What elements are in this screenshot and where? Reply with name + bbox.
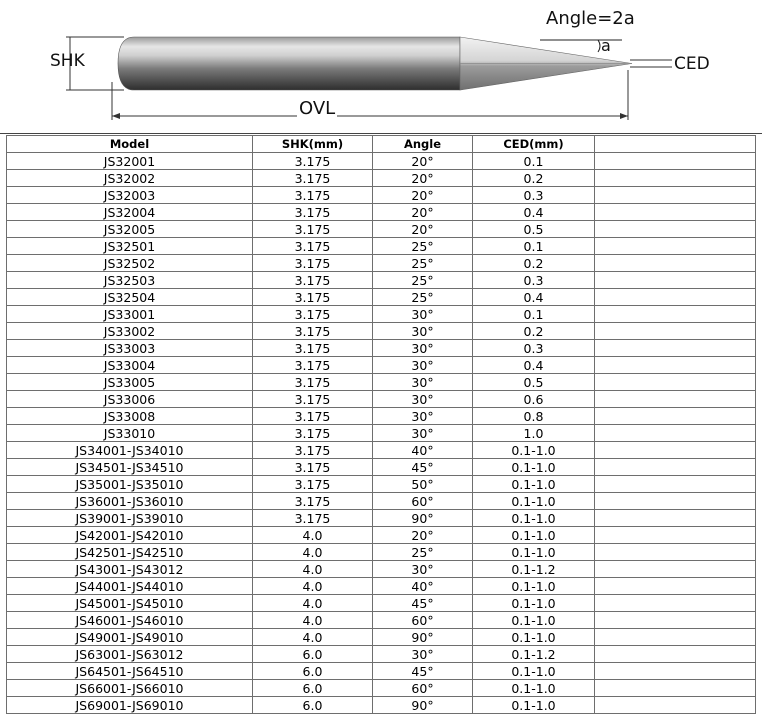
cell-ced: 0.3 [473,187,595,204]
table-row [7,476,756,493]
cell-empty [595,459,756,476]
cell-ced: 0.1 [473,238,595,255]
cell-model: JS64501-JS64510 [7,663,253,680]
angle-label: Angle=2a [546,8,635,29]
cell-ced: 0.1-1.0 [473,493,595,510]
cell-angle: 90° [373,510,473,527]
table-row [7,323,756,340]
cell-angle: 45° [373,663,473,680]
cell-empty [595,646,756,663]
cell-empty [595,289,756,306]
cell-ced: 0.4 [473,357,595,374]
cell-model: JS33010 [7,425,253,442]
cell-empty [595,408,756,425]
cell-angle: 90° [373,697,473,714]
cell-empty [595,170,756,187]
cell-ced: 0.1-1.0 [473,697,595,714]
cell-ced: 0.1-1.0 [473,663,595,680]
cell-model: JS63001-JS63012 [7,646,253,663]
cell-empty [595,204,756,221]
table-row [7,187,756,204]
cell-model: JS42001-JS42010 [7,527,253,544]
cell-shk: 4.0 [253,629,373,646]
table-row [7,629,756,646]
header-model: Model [7,136,253,153]
cell-angle: 30° [373,306,473,323]
cell-empty [595,340,756,357]
cell-model: JS32503 [7,272,253,289]
cell-model: JS43001-JS43012 [7,561,253,578]
cell-empty [595,578,756,595]
cell-model: JS33006 [7,391,253,408]
cell-angle: 40° [373,442,473,459]
cell-empty [595,697,756,714]
cell-shk: 3.175 [253,425,373,442]
cell-angle: 30° [373,340,473,357]
cell-angle: 30° [373,357,473,374]
cell-ced: 0.3 [473,272,595,289]
cell-model: JS33001 [7,306,253,323]
cell-empty [595,544,756,561]
header-shk: SHK(mm) [253,136,373,153]
cell-ced: 0.1 [473,153,595,170]
cell-model: JS69001-JS69010 [7,697,253,714]
cell-empty [595,612,756,629]
cell-shk: 6.0 [253,663,373,680]
cell-model: JS36001-JS36010 [7,493,253,510]
cell-angle: 30° [373,391,473,408]
cell-shk: 3.175 [253,306,373,323]
cell-angle: 20° [373,204,473,221]
tool-diagram [0,0,762,134]
cell-empty [595,153,756,170]
cell-ced: 0.5 [473,221,595,238]
cell-shk: 3.175 [253,476,373,493]
cell-angle: 20° [373,170,473,187]
cell-shk: 3.175 [253,187,373,204]
cell-ced: 0.1-1.0 [473,544,595,561]
cell-shk: 3.175 [253,272,373,289]
cell-shk: 3.175 [253,204,373,221]
cell-ced: 0.3 [473,340,595,357]
cell-angle: 30° [373,646,473,663]
cell-angle: 25° [373,255,473,272]
table-row [7,493,756,510]
table-row [7,510,756,527]
cell-angle: 30° [373,374,473,391]
cell-shk: 6.0 [253,646,373,663]
cell-model: JS35001-JS35010 [7,476,253,493]
cell-model: JS46001-JS46010 [7,612,253,629]
cell-ced: 0.1-1.0 [473,527,595,544]
cell-angle: 30° [373,408,473,425]
cell-ced: 0.1-1.0 [473,476,595,493]
cell-angle: 30° [373,561,473,578]
cell-empty [595,476,756,493]
cell-shk: 3.175 [253,510,373,527]
header-ced: CED(mm) [473,136,595,153]
table-row [7,340,756,357]
table-row [7,578,756,595]
table-row [7,544,756,561]
table-row [7,391,756,408]
cell-ced: 0.5 [473,374,595,391]
cell-empty [595,561,756,578]
cell-ced: 0.1-1.0 [473,595,595,612]
cell-empty [595,663,756,680]
cell-angle: 20° [373,153,473,170]
cell-model: JS32504 [7,289,253,306]
cell-ced: 0.1 [473,306,595,323]
cell-shk: 3.175 [253,170,373,187]
table-row [7,663,756,680]
cell-model: JS32002 [7,170,253,187]
cell-model: JS32005 [7,221,253,238]
cell-shk: 4.0 [253,544,373,561]
shk-label: SHK [50,51,85,71]
cell-model: JS32003 [7,187,253,204]
cell-ced: 0.6 [473,391,595,408]
cell-shk: 3.175 [253,391,373,408]
cell-model: JS66001-JS66010 [7,680,253,697]
cell-ced: 0.1-1.2 [473,646,595,663]
cell-ced: 0.2 [473,170,595,187]
cell-model: JS33008 [7,408,253,425]
table-row [7,153,756,170]
cell-empty [595,374,756,391]
cell-shk: 6.0 [253,697,373,714]
cell-model: JS32004 [7,204,253,221]
ovl-label: OVL [299,98,336,119]
cell-model: JS49001-JS49010 [7,629,253,646]
cell-model: JS45001-JS45010 [7,595,253,612]
cell-ced: 0.4 [473,204,595,221]
spec-table [6,135,756,714]
cell-ced: 1.0 [473,425,595,442]
cell-ced: 0.2 [473,323,595,340]
table-row [7,527,756,544]
cell-angle: 20° [373,527,473,544]
cell-ced: 0.1-1.0 [473,578,595,595]
table-row [7,680,756,697]
cell-shk: 3.175 [253,459,373,476]
half-angle-label: a [601,36,611,55]
cell-empty [595,221,756,238]
cell-angle: 60° [373,493,473,510]
table-row [7,595,756,612]
cell-shk: 3.175 [253,442,373,459]
cell-angle: 25° [373,238,473,255]
table-row [7,238,756,255]
cell-model: JS32001 [7,153,253,170]
cell-angle: 30° [373,323,473,340]
cell-ced: 0.1-1.2 [473,561,595,578]
cell-angle: 25° [373,272,473,289]
cell-empty [595,323,756,340]
table-row [7,289,756,306]
cell-shk: 3.175 [253,340,373,357]
cell-ced: 0.8 [473,408,595,425]
table-row [7,255,756,272]
cell-model: JS33003 [7,340,253,357]
cell-model: JS33005 [7,374,253,391]
table-row [7,442,756,459]
header-empty [595,136,756,153]
cell-empty [595,595,756,612]
ced-label: CED [674,54,710,74]
cell-empty [595,629,756,646]
cell-ced: 0.1-1.0 [473,612,595,629]
cell-model: JS32501 [7,238,253,255]
cell-angle: 60° [373,680,473,697]
table-row [7,697,756,714]
cell-shk: 4.0 [253,595,373,612]
cell-model: JS34501-JS34510 [7,459,253,476]
table-row [7,425,756,442]
table-row [7,408,756,425]
cell-model: JS42501-JS42510 [7,544,253,561]
cell-ced: 0.1-1.0 [473,680,595,697]
cell-ced: 0.1-1.0 [473,510,595,527]
cell-angle: 45° [373,595,473,612]
table-row [7,357,756,374]
cell-shk: 4.0 [253,578,373,595]
cell-model: JS39001-JS39010 [7,510,253,527]
cell-angle: 20° [373,187,473,204]
cell-empty [595,493,756,510]
cell-empty [595,357,756,374]
cell-ced: 0.2 [473,255,595,272]
table-row [7,561,756,578]
cell-shk: 3.175 [253,238,373,255]
cell-ced: 0.4 [473,289,595,306]
cell-shk: 3.175 [253,357,373,374]
table-row [7,306,756,323]
shank-body [118,37,460,90]
cell-angle: 50° [373,476,473,493]
cell-empty [595,306,756,323]
cell-shk: 3.175 [253,493,373,510]
table-row [7,221,756,238]
cell-angle: 25° [373,289,473,306]
cell-shk: 4.0 [253,612,373,629]
cell-angle: 20° [373,221,473,238]
table-row [7,374,756,391]
cell-model: JS34001-JS34010 [7,442,253,459]
table-header-row [7,136,756,153]
cell-ced: 0.1-1.0 [473,459,595,476]
header-angle: Angle [373,136,473,153]
table-row [7,612,756,629]
cell-shk: 4.0 [253,527,373,544]
table-body [7,153,756,714]
table-row [7,646,756,663]
cell-empty [595,425,756,442]
table-row [7,204,756,221]
cell-empty [595,187,756,204]
cell-shk: 3.175 [253,323,373,340]
cell-angle: 25° [373,544,473,561]
cell-empty [595,442,756,459]
cell-empty [595,680,756,697]
cell-shk: 3.175 [253,255,373,272]
cell-empty [595,391,756,408]
cell-shk: 3.175 [253,374,373,391]
cell-shk: 3.175 [253,153,373,170]
cell-empty [595,510,756,527]
cell-angle: 90° [373,629,473,646]
cell-angle: 45° [373,459,473,476]
cell-shk: 4.0 [253,561,373,578]
cell-shk: 6.0 [253,680,373,697]
cell-model: JS44001-JS44010 [7,578,253,595]
cell-angle: 60° [373,612,473,629]
engraving-bit-drawing [0,0,762,134]
table-row [7,459,756,476]
cell-empty [595,255,756,272]
table-row [7,272,756,289]
cell-model: JS32502 [7,255,253,272]
cell-angle: 40° [373,578,473,595]
table-row [7,170,756,187]
cell-ced: 0.1-1.0 [473,629,595,646]
cell-model: JS33004 [7,357,253,374]
cell-empty [595,238,756,255]
cell-shk: 3.175 [253,408,373,425]
cell-angle: 30° [373,425,473,442]
cell-empty [595,272,756,289]
cell-shk: 3.175 [253,289,373,306]
cell-ced: 0.1-1.0 [473,442,595,459]
cell-empty [595,527,756,544]
cell-model: JS33002 [7,323,253,340]
cell-shk: 3.175 [253,221,373,238]
